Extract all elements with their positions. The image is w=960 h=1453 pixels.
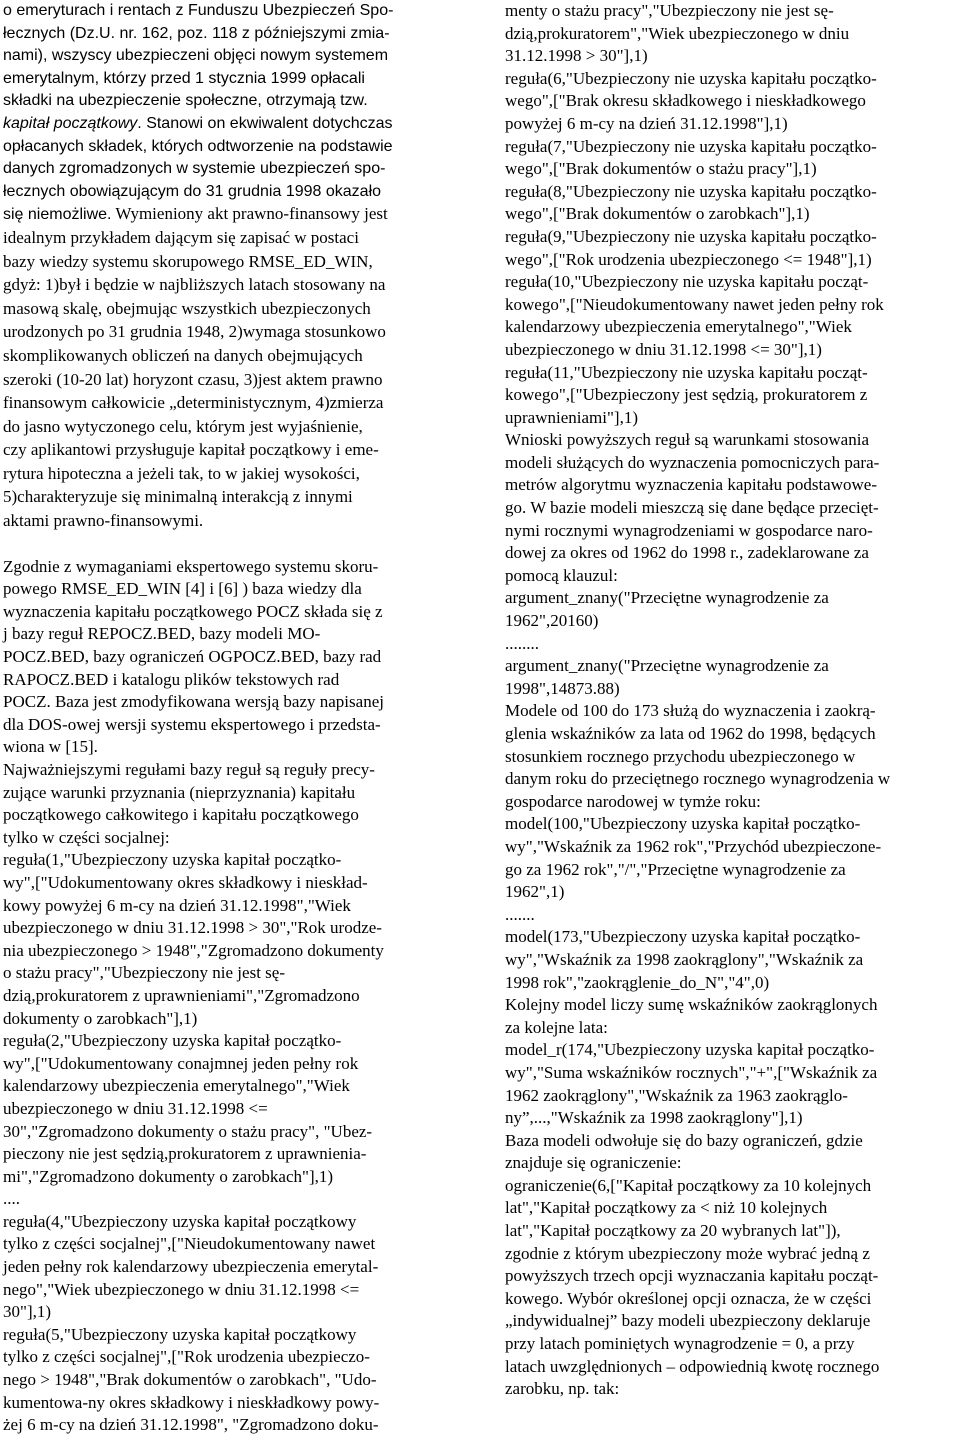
rule-4: reguła(4,"Ubezpieczony uzyska kapitał początkowy tylko z części socjalnej",["Nieudokumentowany nawet jeden pełny rok kalendarzowy ubezpieczenia emerytal- nego","Wiek ubezpieczonego w dniu 31.12.1998 <= 30"],1): [3, 1211, 379, 1322]
ellipsis-2: .......: [505, 904, 535, 924]
rule-2: reguła(2,"Ubezpieczony uzyska kapitał początko- wy",["Udokumentowany conajmnej jeden pełny rok kalendarzowy ubezpieczenia emerytalnego","Wiek ubezpieczonego w dniu 31.12.1998 <= 30","Zgromadzono dokumenty o stażu pracy", "Ubez- pieczony nie jest sędzią,prokuratorem z uprawnienia- mi","Zgromadzono dokumenty o zarobkach"],1): [3, 1031, 373, 1186]
rule-6: reguła(6,"Ubezpieczony nie uzyska kapitału początko- wego",["Brak okresu składkowego i nieskładkowego powyżej 6 m-cy na dzień 31.12.1998"],1): [505, 68, 877, 133]
rule-10: reguła(10,"Ubezpieczony nie uzyska kapitału począt- kowego",["Nieudokumentowany nawet jeden pełny rok kalendarzowy ubezpieczenia emerytalnego","Wiek ubezpieczonego w dniu 31.12.1998 <= 30"],1): [505, 272, 884, 359]
models-paragraph: Modele od 100 do 173 służą do wyznaczenia i zaokrą- glenia wskaźników za lata od 1962 do 1998, będących stosunkiem rocznego przychodu ubezpieczonego w danym roku do przeciętnego rocznego wynagrodzenia w gospodarce narodowej w tymże roku:: [505, 701, 891, 811]
intro-text-2: . Stanowi on ekwiwalent dotychczas opłacanych składek, których odtworzenie na podstawie danych zgromadzonych w systemie ubezpieczeń spo- łecznych obowiązującym do 31 grudnia 1998 okazało się niemożliwe.: [3, 114, 393, 224]
model-173: model(173,"Ubezpieczony uzyska kapitał początko- wy","Wskaźnik za 1998 zaokrąglony","Wskaźnik za 1998 rok","zaokrąglenie_do_N","4",0): [505, 927, 864, 992]
rule-5: reguła(5,"Ubezpieczony uzyska kapitał początkowy tylko z części socjalnej",["Rok urodzenia ubezpieczo- nego > 1948","Brak dokumentów o zarobkach", "Udo- kumentowa-ny okres składkowy i nieskładkowy powy- żej 6 m-cy na dzień 31.12.1998", "Zgromadzono doku-: [3, 1324, 380, 1435]
constraints-paragraph: Baza modeli odwołuje się do bazy ograniczeń, gdzie znajduje się ograniczenie:: [505, 1130, 863, 1173]
right-column: [505, 0, 957, 1401]
argument-1962: argument_znany("Przeciętne wynagrodzenie za 1962",20160): [505, 588, 829, 631]
conclusions-paragraph: Wnioski powyższych reguł są warunkami stosowania modeli służących do wyznaczenia pomocniczych para- metrów algorytmu wyznaczenia kapitału podstawowe- go. W bazie modeli mieszczą się dane będące przecięt- nymi rocznymi wynagrodzeniami w gospodarce naro- dowej za okres od 1962 do 1998 r., zadeklarowane za pomocą klauzul:: [505, 430, 880, 585]
rule-5-continued: menty o stażu pracy","Ubezpieczony nie jest sę- dzią,prokuratorem","Wiek ubezpieczonego w dniu 31.12.1998 > 30"],1): [505, 1, 850, 66]
intro-italic-term: kapitał początkowy: [3, 114, 138, 132]
rule-9: reguła(9,"Ubezpieczony nie uzyska kapitału początko- wego",["Rok urodzenia ubezpieczonego <= 1948"],1): [505, 226, 877, 269]
intro-text-3: Wymieniony akt prawno-finansowy jest idealnym przykładem dającym się zapisać w postaci bazy wiedzy systemu skorupowego RMSE_ED_WIN, gdyż: 1)był i będzie w najbliższych latach stosowany na masową skalę, obejmując wszystkich ubezpieczonych urodzonych po 31 grudnia 1948, 2)wymaga stosunkowo skomplikowanych obliczeń na danych obejmujących szeroki (10-20 lat) horyzont czasu, 3)jest aktem prawno finansowym całkowicie „deterministycznym, 4)zmierza do jasno wytyczonego celu, którym jest wyjaśnienie, czy aplikantowi przysługuje kapitał początkowy i eme- rytura hipoteczna a jeżeli tak, to w jakiej wysokości, 5)charakteryzuje się minimalną interakcją z innymi aktami prawno-finansowymi.: [3, 204, 388, 531]
paragraph-gap: [3, 534, 455, 556]
model-100: model(100,"Ubezpieczony uzyska kapitał początko- wy","Wskaźnik za 1962 rok","Przychód ubezpieczone- go za 1962 rok","/","Przeciętne wynagrodzenie za 1962",1): [505, 814, 882, 902]
ellipsis: ....: [3, 1189, 20, 1209]
rule-8: reguła(8,"Ubezpieczony nie uzyska kapitału początko- wego",["Brak dokumentów o zarobkach"],1): [505, 181, 877, 224]
rule-1: reguła(1,"Ubezpieczony uzyska kapitał początko- wy",["Udokumentowany okres składkowy i nieskład- kowy powyżej 6 m-cy na dzień 31.12.1998","Wiek ubezpieczonego w dniu 31.12.1998 > 30","Rok urodze- nia ubezpieczonego > 1948","Zgromadzono dokumenty o stażu pracy","Ubezpieczony nie jest sę- dzią,prokuratorem z uprawnieniami","Zgromadzono dokumenty o zarobkach"],1): [3, 850, 384, 1028]
rule-11: reguła(11,"Ubezpieczony nie uzyska kapitału począt- kowego",["Ubezpieczony jest sędzią, prokuratorem z uprawnieniami"],1): [505, 362, 868, 427]
intro-text-1: o emeryturach i rentach z Funduszu Ubezpieczeń Spo- łecznych (Dz.U. nr. 162, poz. 118 z późniejszymi zmia- nami), wszyscy ubezpieczeni objęci nowym systemem emerytalnym, którzy przed 1 stycznia 1999 opłacali składki na ubezpieczenie społeczne, otrzymają tzw.: [3, 2, 394, 110]
rules-intro-paragraph: Najważniejszymi regułami bazy reguł są reguły precy- zujące warunki przyznania (nieprzyznania) kapitału początkowego całkowitego i kapitału początkowego tylko w części socjalnej:: [3, 760, 375, 847]
constraint-6: ograniczenie(6,["Kapitał początkowy za 10 kolejnych lat","Kapitał początkowy za < niż 10 kolejnych lat","Kapitał początkowy za 20 wybranych lat"]), zgodnie z którym ubezpieczony może wybrać jedną z powyższych trzech opcji wyznaczania kapitału począt- kowego. Wybór określonej opcji oznacza, że w części „indywidualnej” bazy modeli ubezpieczony deklaruje przy latach pominiętych wynagrodzenie = 0, a przy latach uwzględnionych – odpowiednią kwotę rocznego zarobku, np. tak:: [505, 1175, 880, 1399]
argument-1998: argument_znany("Przeciętne wynagrodzenie za 1998",14873.88): [505, 656, 829, 698]
left-column: [3, 0, 455, 1437]
knowledge-base-paragraph: Zgodnie z wymaganiami ekspertowego systemu skoru- powego RMSE_ED_WIN [4] i [6] ) baza wiedzy dla wyznaczenia kapitału początkowego POCZ składa się z j bazy reguł REPOCZ.BED, bazy modeli MO- POCZ.BED, bazy ograniczeń OGPOCZ.BED, bazy rad RAPOCZ.BED i katalogu plików tekstowych rad POCZ. Baza jest zmodyfikowana wersją bazy napisanej dla DOS-owej wersji systemu ekspertowego i przedsta- wiona w [15].: [3, 556, 384, 757]
next-model-paragraph: Kolejny model liczy sumę wskaźników zaokrąglonych za kolejne lata:: [505, 995, 878, 1037]
ellipsis-1: ........: [505, 633, 539, 653]
intro-paragraph: [3, 0, 455, 534]
model-r-174: model_r(174,"Ubezpieczony uzyska kapitał początko- wy","Suma wskaźników rocznych","+",["Wskaźnik za 1962 zaokrąglony","Wskaźnik za 1963 zaokrąglo- ny”,...,"Wskaźnik za 1998 zaokrąglony"],1): [505, 1040, 878, 1128]
rule-7: reguła(7,"Ubezpieczony nie uzyska kapitału początko- wego",["Brak dokumentów o stażu pracy"],1): [505, 136, 877, 179]
